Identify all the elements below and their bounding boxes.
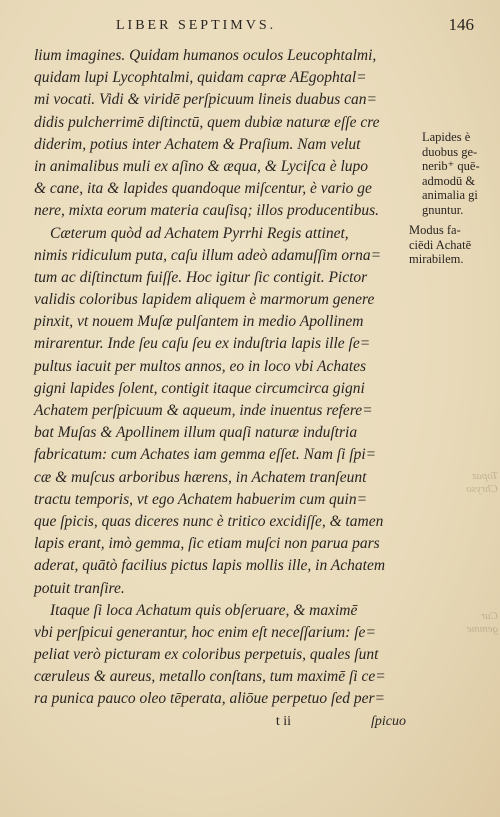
signature-mark: t ii [275,713,291,729]
text-line: nimis ridiculum puta, caſu illum adeò adamuſſim orna= [34,246,382,264]
margin-note-line: animalia gi [422,188,478,202]
margin-note-modus [409,223,497,267]
text-line: tractu temporis, vt ego Achatem habuerim cum quin= [34,490,368,508]
text-line: peliat verò picturam ex coloribus perpetuis, quales ſunt [34,646,379,664]
text-line: nere, mixta eorum materia cauſisq; illos producentibus. [34,202,379,220]
margin-note-line: Modus fa- [409,223,461,237]
text-line: lium imagines. Quidam humanos oculos Leucophtalmi, [34,47,377,64]
text-line: tum ac diſtinctum fuiſſe. Hoc igitur ſic contigit. Pictor [34,268,368,286]
text-line: cæ & muſcus arboribus hærens, in Achatem tranſeunt [34,468,367,486]
text-line: & cane, ita & lapides quandoque miſcentur, è vario ge [34,180,372,198]
margin-note-line: duobus ge- [422,144,478,159]
text-line: mi vocati. Vidi & viridē perſpicuum lineis duabus can= [34,91,377,109]
margin-note-lapides [422,130,498,217]
text-line: que ſpicis, quas diceres nunc è tritico excidiſſe, & tamen [34,512,384,530]
page-footer [34,711,406,733]
text-line: validis coloribus lapidem aliquem è marmorum genere [34,291,375,309]
text-line: quidam lupi Lycophtalmi, quidam capræ AEgophtal= [34,69,367,87]
text-line: potuit tranſire. [34,579,125,597]
margin-note-line: mirabilem. [409,252,464,266]
text-line: in animalibus muli ex aſino & æqua, & Lyciſca è lupo [34,157,369,175]
text-line: aderat, quātò facilius pictus lapis mollis ille, in Achatem [34,557,386,575]
text-line: bat Muſas & Apollinem illum quaſi naturæ induſtria [34,424,358,442]
margin-note-line: Lapides è [422,130,471,144]
text-line: vbi perſpicui generantur, hoc enim eſt neceſſarium: ſe= [34,623,376,641]
text-line: gigni lapides ſolent, contigit itaque circumcirca gigni [34,379,365,397]
text-line: Achatem perſpicuum & aqueum, inde inuentus refere= [34,402,373,419]
text-line: didis pulcherrimē diſtinctū, quem dubiæ naturæ eſſe cre [34,113,380,131]
text-line: ra punica pauco oleo tēperata, aliōue perpetuo ſed per= [34,690,385,708]
running-head: LIBER SEPTIMVS. [116,18,277,33]
margin-note-line: admodū & [422,173,476,188]
catchword: ſpicuo [371,713,406,729]
page-number: 146 [448,15,474,34]
bleed-through-text: Topaz Chryso [466,470,498,495]
bleed-through-text-2: Cur gemme [466,610,498,635]
text-line: pinxit, vt nouem Muſæ pulſantem in medio Apollinem [34,313,364,331]
text-line: cæruleus & aureus, metallo conſtans, tum maximē ſi ce= [34,668,386,686]
text-line: Itaque ſi loca Achatum quis obſeruare, & maximē [50,601,358,619]
text-line: pultus iacuit per multos annos, eo in loco vbi Achates [34,357,367,375]
margin-note-line: nerib⁺ quē- [422,159,480,173]
text-line: Cæterum quòd ad Achatem Pyrrhi Regis attinet, [50,224,349,242]
text-line: fabricatum: cum Achates iam gemma eſſet. Nam ſi ſpi= [34,446,377,464]
main-text-block [34,45,406,733]
margin-note-line: ciēdi Achatē [409,237,472,252]
margin-note-line: gnuntur. [422,202,464,217]
text-line: lapis erant, imò gemma, ſic etiam muſci non parua pars [34,535,380,553]
text-line: mirarentur. Inde ſeu caſu ſeu ex induſtria lapis ille ſe= [34,335,371,353]
page-header [116,14,474,38]
text-line: diderim, potius inter Achatem & Praſium. Nam velut [34,135,361,153]
